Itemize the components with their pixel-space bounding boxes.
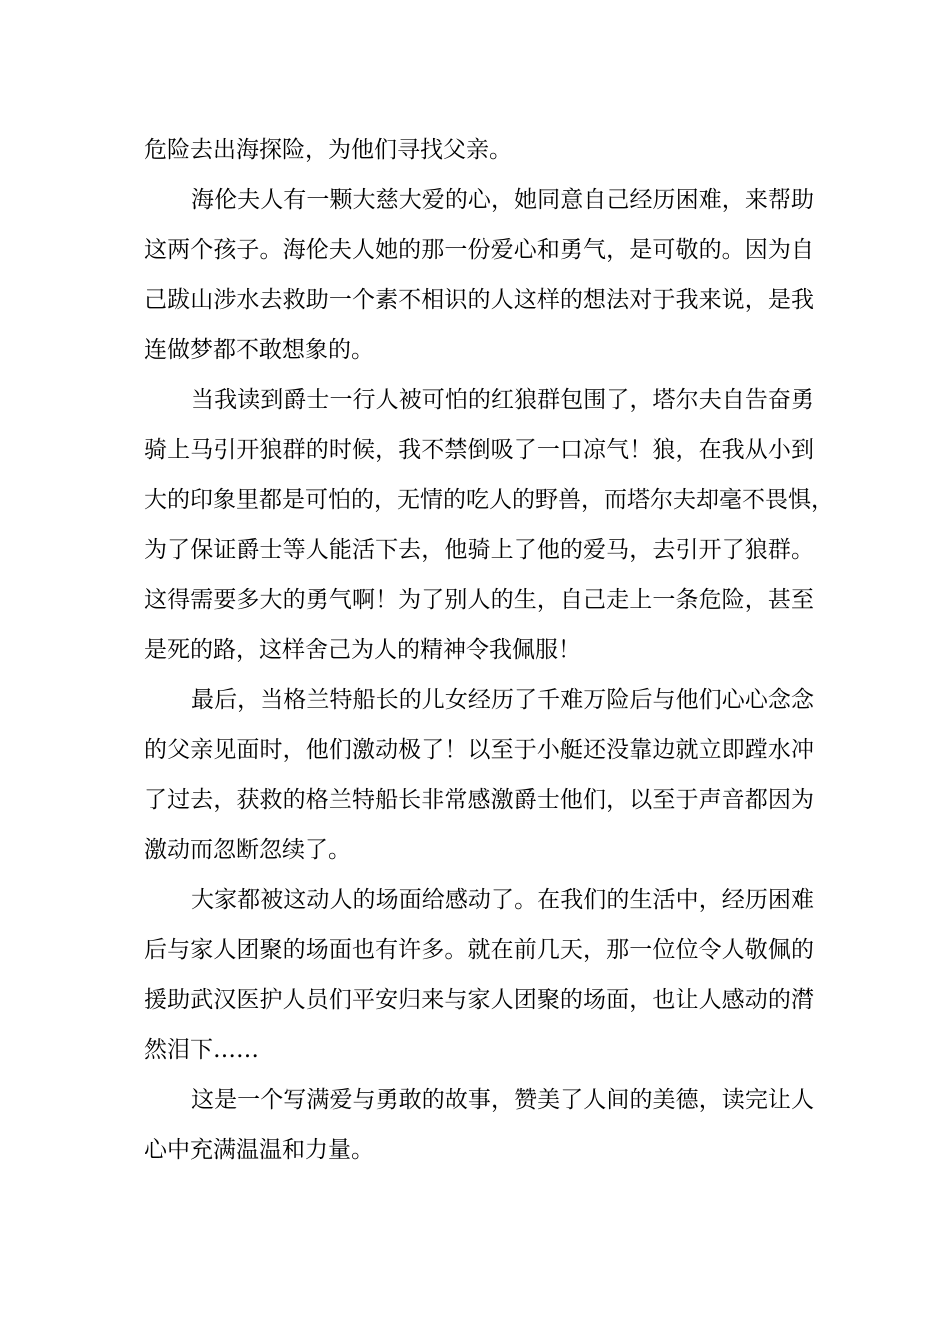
text-line: 的父亲见面时，他们激动极了！以至于小艇还没靠边就立即蹚水冲: [144, 737, 814, 763]
text-line: 连做梦都不敢想象的。: [144, 337, 374, 363]
text-line: 援助武汉医护人员们平安归来与家人团聚的场面，也让人感动的潸: [144, 987, 814, 1013]
text-line: 当我读到爵士一行人被可怕的红狼群包围了，塔尔夫自告奋勇: [191, 387, 814, 413]
text-line: 危险去出海探险，为他们寻找父亲。: [144, 137, 512, 163]
text-line: 心中充满温温和力量。: [144, 1137, 374, 1163]
text-line: 这是一个写满爱与勇敢的故事，赞美了人间的美德，读完让人: [191, 1087, 814, 1113]
text-line: 激动而忽断忽续了。: [144, 837, 351, 863]
text-line: 这得需要多大的勇气啊！为了别人的生，自己走上一条危险，甚至: [144, 587, 814, 613]
text-line: 海伦夫人有一颗大慈大爱的心，她同意自己经历困难，来帮助: [191, 187, 814, 213]
text-line: 后与家人团聚的场面也有许多。就在前几天，那一位位令人敬佩的: [144, 937, 814, 963]
text-line: 大的印象里都是可怕的，无情的吃人的野兽，而塔尔夫却毫不畏惧，: [144, 487, 834, 513]
text-line: 是死的路，这样舍己为人的精神令我佩服！: [144, 637, 581, 663]
text-line: 了过去，获救的格兰特船长非常感激爵士他们，以至于声音都因为: [144, 787, 814, 813]
text-line: 大家都被这动人的场面给感动了。在我们的生活中，经历困难: [191, 887, 814, 913]
text-line: 为了保证爵士等人能活下去，他骑上了他的爱马，去引开了狼群。: [144, 537, 814, 563]
text-line: 己跋山涉水去救助一个素不相识的人这样的想法对于我来说，是我: [144, 287, 814, 313]
text-line: 这两个孩子。海伦夫人她的那一份爱心和勇气，是可敬的。因为自: [144, 237, 814, 263]
text-line: 骑上马引开狼群的时候，我不禁倒吸了一口凉气！狼，在我从小到: [144, 437, 814, 463]
text-line: 最后，当格兰特船长的儿女经历了千难万险后与他们心心念念: [191, 687, 814, 713]
text-line: 然泪下……: [144, 1037, 259, 1063]
